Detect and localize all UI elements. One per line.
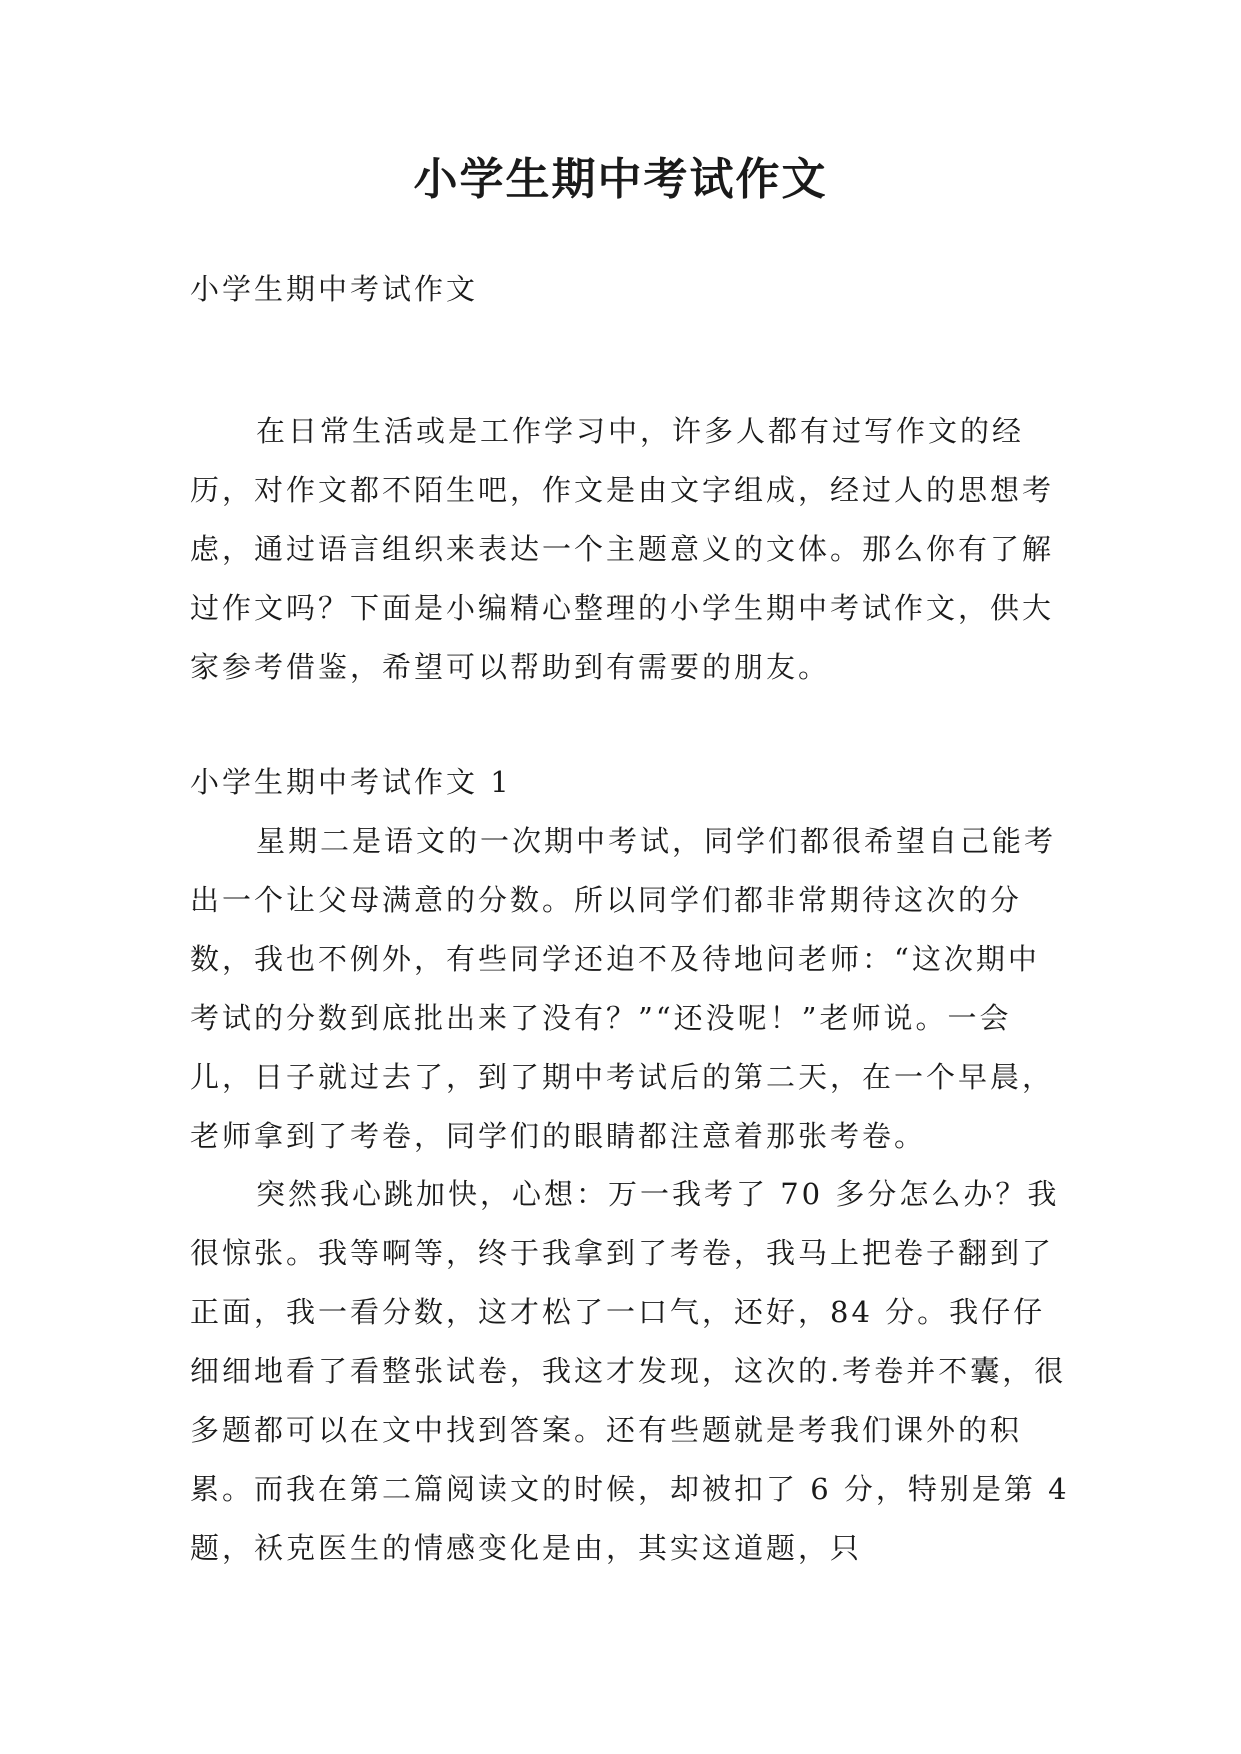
intro-paragraph: 在日常生活或是工作学习中，许多人都有过写作文的经历，对作文都不陌生吧，作文是由文字组成，经过人的思想考虑，通过语言组织来表达一个主题意义的文体。那么你有了解过作文吗？下面是小编精心整理的小学生期中考试作文，供大家参考借鉴，希望可以帮助到有需要的朋友。 [190, 414, 1055, 684]
body-paragraph-2: 突然我心跳加快，心想：万一我考了 70 多分怎么办？我很惊张。我等啊等，终于我拿到了考卷，我马上把卷子翻到了正面，我一看分数，这才松了一口气，还好，84 分。我仔仔细细地看了看整张试卷，我这才发现，这次的.考卷并不囊，很多题都可以在文中找到答案。还有些题就是考我们课外的积累。而我在第二篇阅读文的时候，却被扣了 6 分，特别是第 4 题，袄克医生的情感变化是由，其实这道题，只 [190, 1177, 1070, 1565]
document-title: 小学生期中考试作文 [413, 154, 828, 205]
document-subtitle: 小学生期中考试作文 [190, 272, 479, 306]
section-heading: 小学生期中考试作文 1 [190, 765, 512, 799]
body-paragraph-1: 星期二是语文的一次期中考试，同学们都很希望自己能考出一个让父母满意的分数。所以同学们都非常期待这次的分数，我也不例外，有些同学还迫不及待地问老师：“这次期中考试的分数到底批出来了没有？”“还没呢！”老师说。一会儿，日子就过去了，到了期中考试后的第二天，在一个早晨，老师拿到了考卷，同学们的眼睛都注意着那张考卷。 [190, 824, 1057, 1153]
